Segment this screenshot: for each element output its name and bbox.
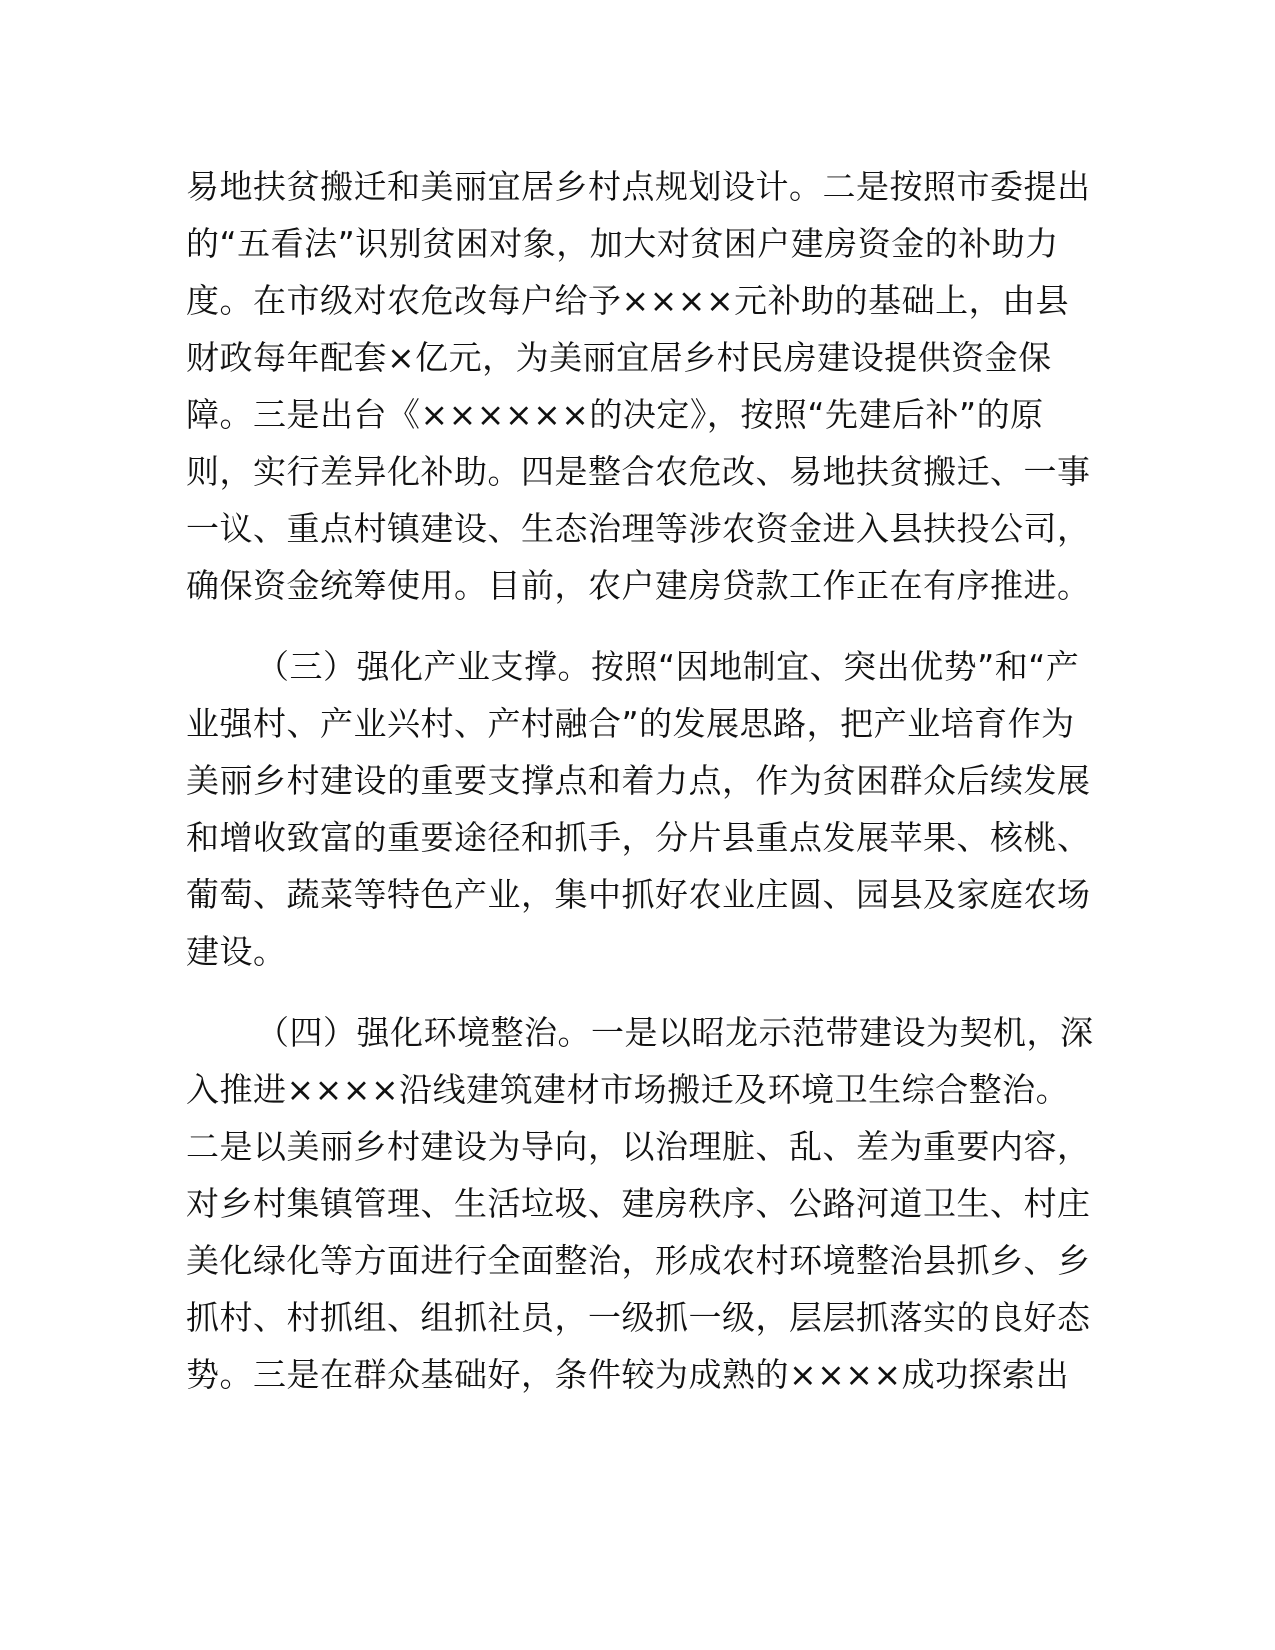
text-line: 的“五看法”识别贫困对象，加大对贫困户建房资金的补助力 (186, 224, 1059, 263)
text-line: 度。在市级对农危改每户给予××××元补助的基础上，由县 (186, 281, 1070, 320)
text-line: 确保资金统筹使用。目前，农户建房贷款工作正在有序推进。 (186, 566, 1091, 605)
paragraph-environment (186, 1004, 1094, 1403)
text-line: 财政每年配套×亿元，为美丽宜居乡村民房建设提供资金保 (186, 338, 1052, 377)
text-line: 易地扶贫搬迁和美丽宜居乡村点规划设计。二是按照市委提出 (186, 167, 1091, 206)
text-line: 对乡村集镇管理、生活垃圾、建房秩序、公路河道卫生、村庄 (186, 1184, 1091, 1223)
text-line: （四）强化环境整治。一是以昭龙示范带建设为契机，深 (256, 1013, 1094, 1052)
text-line: 势。三是在群众基础好，条件较为成熟的××××成功探索出 (186, 1355, 1070, 1394)
text-line: 业强村、产业兴村、产村融合”的发展思路，把产业培育作为 (186, 704, 1075, 743)
text-line: 则，实行差异化补助。四是整合农危改、易地扶贫搬迁、一事 (186, 452, 1091, 491)
text-line: 美丽乡村建设的重要支撑点和着力点，作为贫困群众后续发展 (186, 761, 1091, 800)
text-line: 葡萄、蔬菜等特色产业，集中抓好农业庄圆、园县及家庭农场 (186, 875, 1091, 914)
text-line: 抓村、村抓组、组抓社员，一级抓一级，层层抓落实的良好态 (186, 1298, 1091, 1337)
text-line: （三）强化产业支撑。按照“因地制宜、突出优势”和“产 (256, 647, 1080, 686)
text-line: 障。三是出台《××××××的决定》，按照“先建后补”的原 (186, 395, 1044, 434)
paragraph-industry-support (186, 638, 1090, 980)
paragraph-funding (186, 158, 1090, 614)
text-line: 一议、重点村镇建设、生态治理等涉农资金进入县扶投公司， (186, 509, 1091, 548)
text-line: 建设。 (186, 932, 287, 971)
text-line: 和增收致富的重要途径和抓手，分片县重点发展苹果、核桃、 (186, 818, 1091, 857)
text-line: 二是以美丽乡村建设为导向，以治理脏、乱、差为重要内容， (186, 1127, 1091, 1166)
text-line: 美化绿化等方面进行全面整治，形成农村环境整治县抓乡、乡 (186, 1241, 1091, 1280)
text-line: 入推进××××沿线建筑建材市场搬迁及环境卫生综合整治。 (186, 1070, 1070, 1109)
